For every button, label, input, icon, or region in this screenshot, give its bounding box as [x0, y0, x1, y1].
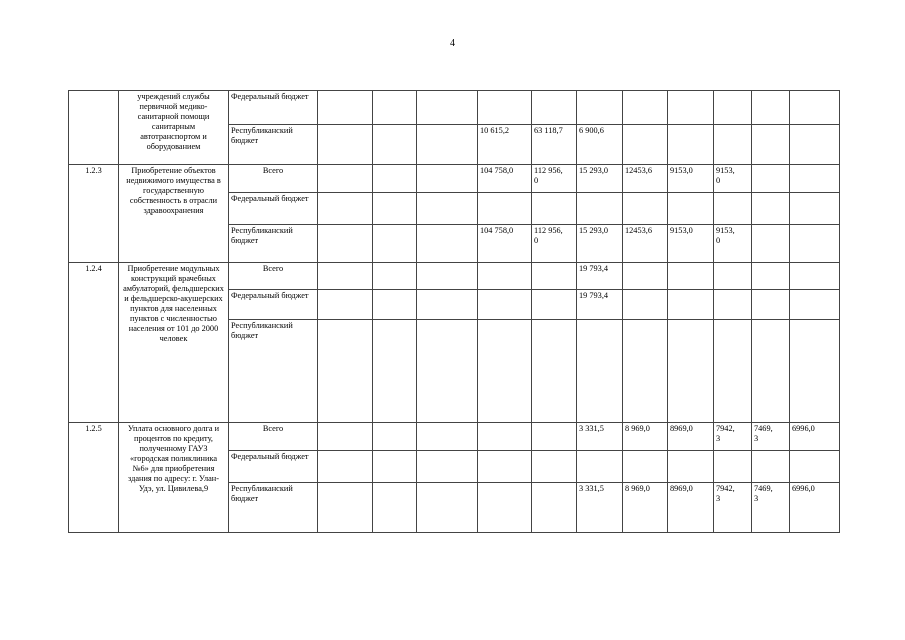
value-cell	[478, 451, 532, 483]
value-cell: 8 969,0	[623, 483, 668, 533]
value-cell	[417, 263, 478, 290]
value-cell	[752, 320, 790, 423]
value-cell	[417, 483, 478, 533]
value-cell	[417, 165, 478, 193]
table-row	[69, 91, 840, 125]
value-cell	[478, 290, 532, 320]
value-cell	[790, 320, 840, 423]
value-cell	[373, 125, 417, 165]
value-cell	[373, 165, 417, 193]
value-cell	[714, 451, 752, 483]
value-cell	[790, 225, 840, 263]
value-cell	[577, 91, 623, 125]
value-cell	[318, 483, 373, 533]
value-cell	[318, 263, 373, 290]
value-cell: 63 118,7	[532, 125, 577, 165]
value-cell	[752, 451, 790, 483]
value-cell	[714, 193, 752, 225]
value-cell	[623, 451, 668, 483]
value-cell	[714, 290, 752, 320]
value-cell	[532, 423, 577, 451]
value-cell	[577, 451, 623, 483]
value-cell	[478, 91, 532, 125]
value-cell	[790, 290, 840, 320]
value-cell: 7469, 3	[752, 423, 790, 451]
row-code: 1.2.5	[69, 423, 119, 533]
value-cell: 3 331,5	[577, 423, 623, 451]
value-cell	[532, 320, 577, 423]
value-cell: 6 900,6	[577, 125, 623, 165]
value-cell	[623, 125, 668, 165]
value-cell: 15 293,0	[577, 225, 623, 263]
value-cell	[318, 423, 373, 451]
value-cell	[790, 193, 840, 225]
value-cell: 104 758,0	[478, 165, 532, 193]
value-cell	[752, 263, 790, 290]
value-cell	[790, 165, 840, 193]
value-cell	[577, 193, 623, 225]
value-cell	[752, 165, 790, 193]
value-cell: 10 615,2	[478, 125, 532, 165]
value-cell	[577, 320, 623, 423]
value-cell: 7942, 3	[714, 423, 752, 451]
row-code: 1.2.4	[69, 263, 119, 423]
value-cell	[532, 91, 577, 125]
value-cell	[318, 193, 373, 225]
funding-source: Всего	[229, 165, 318, 193]
value-cell: 8 969,0	[623, 423, 668, 451]
value-cell: 9153, 0	[714, 225, 752, 263]
row-name: Приобретение объектов недвижимого имущества в государственную собственность в отрасли здравоохранения	[119, 165, 229, 263]
row-name: учреждений службы первичной медико-санитарной помощи санитарным автотранспортом и оборудованием	[119, 91, 229, 165]
value-cell	[478, 483, 532, 533]
value-cell	[714, 320, 752, 423]
value-cell	[532, 451, 577, 483]
value-cell	[790, 263, 840, 290]
value-cell	[478, 423, 532, 451]
funding-source: Республиканский бюджет	[229, 320, 318, 423]
value-cell	[417, 225, 478, 263]
value-cell: 19 793,4	[577, 263, 623, 290]
table-row	[69, 165, 840, 193]
row-code	[69, 91, 119, 165]
value-cell: 12453,6	[623, 225, 668, 263]
value-cell	[752, 225, 790, 263]
funding-source: Федеральный бюджет	[229, 193, 318, 225]
funding-source: Республиканский бюджет	[229, 225, 318, 263]
value-cell: 9153, 0	[714, 165, 752, 193]
value-cell: 8969,0	[668, 483, 714, 533]
funding-source: Федеральный бюджет	[229, 451, 318, 483]
value-cell	[373, 193, 417, 225]
value-cell: 8969,0	[668, 423, 714, 451]
value-cell: 6996,0	[790, 483, 840, 533]
value-cell	[790, 451, 840, 483]
value-cell	[417, 451, 478, 483]
value-cell	[532, 193, 577, 225]
value-cell	[532, 263, 577, 290]
value-cell	[714, 263, 752, 290]
value-cell: 19 793,4	[577, 290, 623, 320]
page-number: 4	[450, 38, 455, 49]
value-cell	[623, 290, 668, 320]
row-name: Приобретение модульных конструкций врачебных амбулаторий, фельдшерских и фельдшерско-акушерских пунктов для населенных пунктов с численностью населения от 101 до 2000 человек	[119, 263, 229, 423]
funding-source: Республиканский бюджет	[229, 483, 318, 533]
table-row	[69, 263, 840, 290]
value-cell: 12453,6	[623, 165, 668, 193]
value-cell	[668, 193, 714, 225]
value-cell	[373, 483, 417, 533]
value-cell	[623, 91, 668, 125]
funding-source: Республиканский бюджет	[229, 125, 318, 165]
value-cell	[318, 91, 373, 125]
value-cell	[668, 320, 714, 423]
value-cell	[668, 263, 714, 290]
value-cell	[373, 290, 417, 320]
value-cell	[318, 165, 373, 193]
value-cell	[318, 225, 373, 263]
value-cell: 7469, 3	[752, 483, 790, 533]
value-cell	[478, 320, 532, 423]
value-cell: 112 956, 0	[532, 225, 577, 263]
value-cell: 6996,0	[790, 423, 840, 451]
value-cell	[373, 320, 417, 423]
value-cell	[752, 125, 790, 165]
value-cell	[373, 225, 417, 263]
value-cell	[318, 125, 373, 165]
value-cell	[318, 451, 373, 483]
row-code: 1.2.3	[69, 165, 119, 263]
value-cell	[373, 91, 417, 125]
value-cell: 15 293,0	[577, 165, 623, 193]
value-cell	[417, 193, 478, 225]
row-name: Уплата основного долга и процентов по кредиту, полученному ГАУЗ «городская поликлиника №6» для приобретения здания по адресу: г. Улан-Удэ, ул. Цивилева,9	[119, 423, 229, 533]
value-cell: 9153,0	[668, 165, 714, 193]
value-cell	[668, 451, 714, 483]
value-cell	[790, 125, 840, 165]
value-cell	[373, 423, 417, 451]
value-cell	[714, 91, 752, 125]
value-cell	[373, 451, 417, 483]
value-cell	[417, 320, 478, 423]
value-cell: 7942, 3	[714, 483, 752, 533]
budget-table	[68, 90, 840, 533]
value-cell	[790, 91, 840, 125]
funding-source: Всего	[229, 263, 318, 290]
value-cell	[478, 263, 532, 290]
value-cell	[623, 193, 668, 225]
value-cell	[714, 125, 752, 165]
value-cell	[417, 290, 478, 320]
table-row	[69, 423, 840, 451]
funding-source: Всего	[229, 423, 318, 451]
value-cell	[417, 125, 478, 165]
value-cell	[623, 263, 668, 290]
value-cell	[668, 290, 714, 320]
value-cell	[752, 91, 790, 125]
value-cell	[478, 193, 532, 225]
value-cell: 9153,0	[668, 225, 714, 263]
funding-source: Федеральный бюджет	[229, 290, 318, 320]
value-cell: 112 956, 0	[532, 165, 577, 193]
value-cell	[417, 91, 478, 125]
value-cell	[417, 423, 478, 451]
value-cell	[752, 193, 790, 225]
value-cell: 104 758,0	[478, 225, 532, 263]
funding-source: Федеральный бюджет	[229, 91, 318, 125]
value-cell: 3 331,5	[577, 483, 623, 533]
value-cell	[318, 320, 373, 423]
value-cell	[623, 320, 668, 423]
value-cell	[373, 263, 417, 290]
value-cell	[752, 290, 790, 320]
value-cell	[668, 125, 714, 165]
value-cell	[668, 91, 714, 125]
value-cell	[318, 290, 373, 320]
value-cell	[532, 290, 577, 320]
value-cell	[532, 483, 577, 533]
